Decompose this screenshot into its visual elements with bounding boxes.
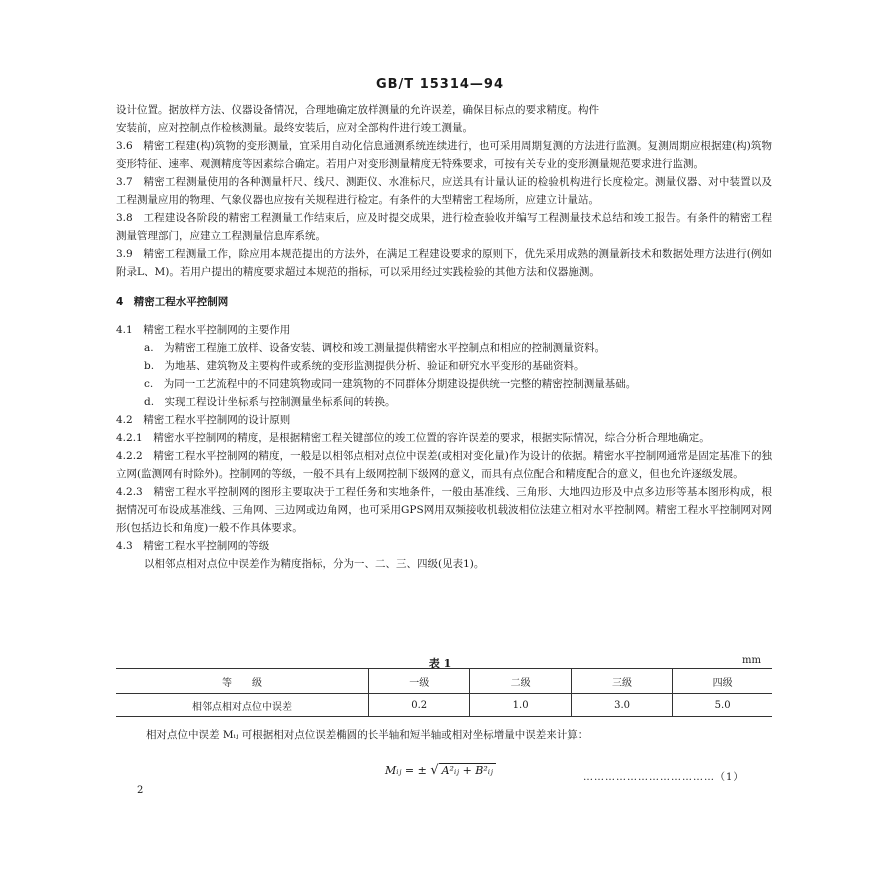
clause-4-1-b: b. 为地基、建筑物及主要构件或系统的变形监测提供分析、验证和研究水平变形的基础资料。 [144, 360, 585, 372]
table-header-cell: 一级 [369, 669, 470, 694]
clause-4-1: 4.1 精密工程水平控制网的主要作用 [116, 324, 291, 336]
sqrt-symbol: √ [430, 763, 439, 778]
formula-number: ………………………………（1） [583, 772, 745, 783]
table-header-cell: 等 级 [116, 669, 369, 694]
table-header-cell: 二级 [470, 669, 571, 694]
table-row-label: 相邻点相对点位中误差 [116, 694, 369, 717]
clause-4-2-2: 4.2.2 精密工程水平控制网的精度，一般是以相邻点相对点位中误差(或相对变化量)作为设计的依据。精密水平控制网通常是固定基准下的独立网(监测网有时除外)。控制网的等级，一般不具有上级网控制下级网的意义，而具有点位配合和精度配合的意义，但也允许逐级发展。 [116, 450, 772, 480]
clause-4-2-3: 4.2.3 精密工程水平控制网的图形主要取决于工程任务和实地条件，一般由基准线、三角形、大地四边形及中点多边形等基本图形构成，根据情况可布设成基准线、三角网、三边网或边角网，也可采用GPS网用双频接收机载波相位法建立相对水平控制网。精密工程水平控制网对网形(包括边长和角度)一般不作具体要求。 [116, 486, 772, 534]
table-row [116, 694, 772, 717]
clause-4-3-text: 以相邻点相对点位中误差作为精度指标，分为一、二、三、四级(见表1)。 [144, 558, 485, 570]
text-line: 设计位置。据放样方法、仪器设备情况，合理地确定放样测量的允许误差，确保目标点的要求精度。构件 [116, 104, 599, 116]
clause-3-8: 3.8 工程建设各阶段的精密工程测量工作结束后，应及时提交成果，进行检查验收并编写工程测量技术总结和竣工报告。有条件的精密工程测量管理部门，应建立工程测量信息库系统。 [116, 212, 772, 242]
table-caption: 表 1 [428, 657, 452, 670]
clause-3-9: 3.9 精密工程测量工作，除应用本规范提出的方法外，在满足工程建设要求的原则下，优先采用成熟的测量新技术和数据处理方法进行(例如附录L、M)。若用户提出的精度要求超过本规范的指标，可以采用经过实践检验的其他方法和仪器施测。 [116, 248, 772, 278]
clause-4-2-1: 4.2.1 精密水平控制网的精度，是根据精密工程关键部位的竣工位置的容许误差的要求，根据实际情况，综合分析合理地确定。 [116, 432, 710, 444]
section-4-title: 4 精密工程水平控制网 [116, 296, 229, 308]
table-cell: 3.0 [571, 694, 672, 717]
page-number: 2 [137, 785, 144, 796]
formula-intro: 相对点位中误差 Mᵢⱼ 可根据相对点位误差椭圆的长半轴和短半轴或相对坐标增量中误差来计算： [146, 729, 589, 741]
clause-4-1-d: d. 实现工程设计坐标系与控制测量坐标系间的转换。 [144, 396, 396, 408]
clause-3-6: 3.6 精密工程建(构)筑物的变形测量，宜采用自动化信息通测系统连续进行，也可采用周期复测的方法进行监测。复测周期应根据建(构)筑物变形特征、速率、观测精度等因素综合确定。若用户对变形测量精度无特殊要求，可按有关专业的变形测量规范要求进行监测。 [116, 140, 772, 170]
table-header-cell: 四级 [673, 669, 772, 694]
clause-4-2: 4.2 精密工程水平控制网的设计原则 [116, 414, 291, 426]
body-text [116, 101, 772, 573]
clause-4-1-a: a. 为精密工程施工放样、设备安装、调校和竣工测量提供精密水平控制点和相应的控制测量资料。 [144, 342, 606, 354]
table-cell: 0.2 [369, 694, 470, 717]
text-line: 安装前，应对控制点作检核测量。最终安装后，应对全部构件进行竣工测量。 [116, 122, 473, 134]
standard-header: GB/T 15314—94 [375, 77, 505, 92]
table-cell: 1.0 [470, 694, 571, 717]
table-cell: 5.0 [673, 694, 772, 717]
formula-lhs: Mᵢⱼ = ± [385, 764, 427, 777]
formula-radicand: A²ᵢⱼ + B²ᵢⱼ [439, 763, 496, 777]
clause-4-1-c: c. 为同一工艺流程中的不同建筑物或同一建筑物的不同群体分期建设提供统一完整的精密控制测量基础。 [144, 378, 637, 390]
grade-table [116, 668, 772, 717]
clause-4-3: 4.3 精密工程水平控制网的等级 [116, 540, 270, 552]
table-header-row [116, 669, 772, 694]
table-header-cell: 三级 [571, 669, 672, 694]
table-unit: mm [742, 655, 761, 666]
clause-3-7: 3.7 精密工程测量使用的各种测量杆尺、线尺、测距仪、水准标尺，应送具有计量认证的检验机构进行长度检定。测量仪器、对中装置以及工程测量应用的物理、气象仪器也应按有关规程进行检定。有条件的大型精密工程场所，应建立计量站。 [116, 176, 772, 206]
formula-1 [385, 763, 496, 778]
